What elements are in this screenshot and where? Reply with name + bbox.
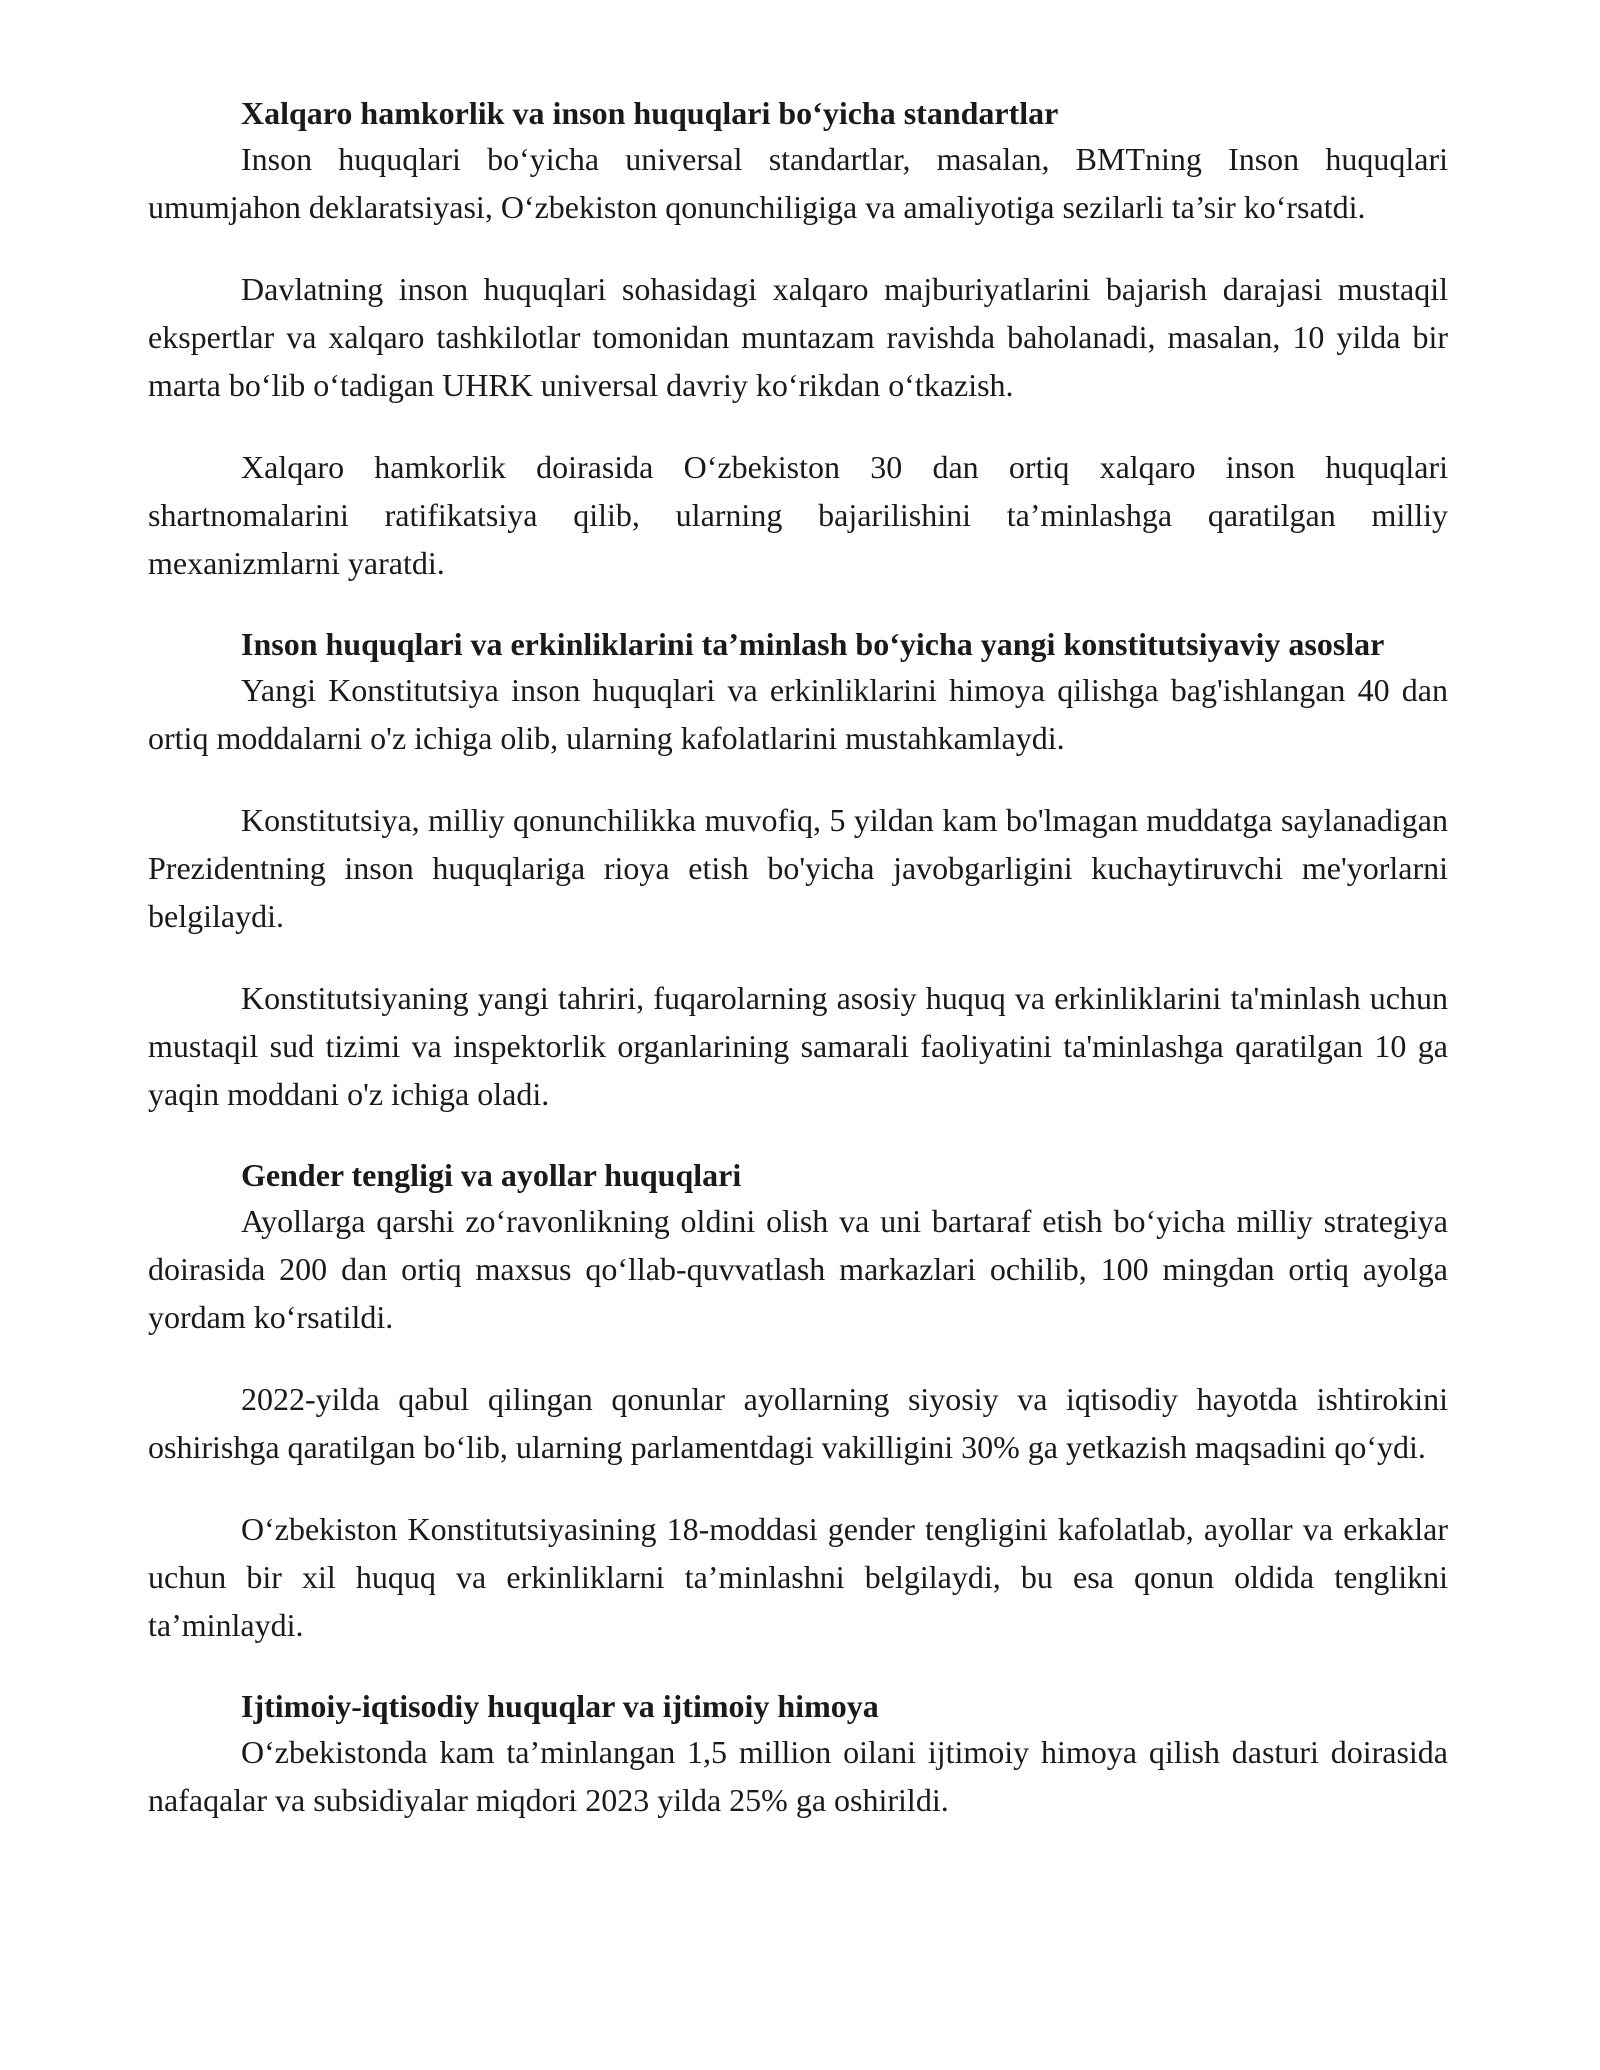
- section-heading: Inson huquqlari va erkinliklarini ta’minlash bo‘yicha yangi konstitutsiyaviy asoslar: [241, 626, 1385, 662]
- paragraph: Ayollarga qarshi zo‘ravonlikning oldini olish va uni bartaraf etish bo‘yicha milliy strategiya doirasida 200 dan ortiq maxsus qo‘llab-quvvatlash markazlari ochilib, 100 mingdan ortiq ayolga yordam ko‘rsatildi.: [148, 1203, 1448, 1335]
- section-gender-equality: [148, 1154, 1448, 1649]
- paragraph: O‘zbekistonda kam ta’minlangan 1,5 million oilani ijtimoiy himoya qilish dasturi doirasida nafaqalar va subsidiyalar miqdori 2023 yilda 25% ga oshirildi.: [148, 1734, 1448, 1818]
- paragraph: 2022-yilda qabul qilingan qonunlar ayollarning siyosiy va iqtisodiy hayotda ishtirokini oshirishga qaratilgan bo‘lib, ularning parlamentdagi vakilligini 30% ga yetkazish maqsadini qo‘ydi.: [148, 1381, 1448, 1465]
- section-social-economic-rights: [148, 1685, 1448, 1824]
- paragraph: Konstitutsiyaning yangi tahriri, fuqarolarning asosiy huquq va erkinliklarini ta'minlash uchun mustaqil sud tizimi va inspektorlik organlarining samarali faoliyatini ta'minlashga qaratilgan 10 ga yaqin moddani o'z ichiga oladi.: [148, 980, 1448, 1112]
- section-heading: Xalqaro hamkorlik va inson huquqlari bo‘yicha standartlar: [241, 95, 1059, 131]
- paragraph: O‘zbekiston Konstitutsiyasining 18-moddasi gender tengligini kafolatlab, ayollar va erkaklar uchun bir xil huquq va erkinliklarni ta’minlashni belgilaydi, bu esa qonun oldida tenglikni ta’minlaydi.: [148, 1511, 1448, 1643]
- paragraph: Inson huquqlari bo‘yicha universal standartlar, masalan, BMTning Inson huquqlari umumjahon deklaratsiyasi, O‘zbekiston qonunchiligiga va amaliyotiga sezilarli ta’sir ko‘rsatdi.: [148, 141, 1448, 225]
- paragraph: Xalqaro hamkorlik doirasida O‘zbekiston 30 dan ortiq xalqaro inson huquqlari shartnomalarini ratifikatsiya qilib, ularning bajarilishini ta’minlashga qaratilgan milliy mexanizmlarni yaratdi.: [148, 449, 1448, 581]
- paragraph: Davlatning inson huquqlari sohasidagi xalqaro majburiyatlarini bajarish darajasi mustaqil ekspertlar va xalqaro tashkilotlar tomonidan muntazam ravishda baholanadi, masalan, 10 yilda bir marta bo‘lib o‘tadigan UHRK universal davriy ko‘rikdan o‘tkazish.: [148, 271, 1448, 403]
- paragraph: Yangi Konstitutsiya inson huquqlari va erkinliklarini himoya qilishga bag'ishlangan 40 dan ortiq moddalarni o'z ichiga olib, ularning kafolatlarini mustahkamlaydi.: [148, 672, 1448, 756]
- section-constitutional-foundations: [148, 623, 1448, 1118]
- section-heading: Ijtimoiy-iqtisodiy huquqlar va ijtimoiy himoya: [241, 1688, 879, 1724]
- document-page: [148, 92, 1448, 1824]
- section-international-cooperation: [148, 92, 1448, 587]
- paragraph: Konstitutsiya, milliy qonunchilikka muvofiq, 5 yildan kam bo'lmagan muddatga saylanadigan Prezidentning inson huquqlariga rioya etish bo'yicha javobgarligini kuchaytiruvchi me'yorlarni belgilaydi.: [148, 802, 1448, 934]
- section-heading: Gender tengligi va ayollar huquqlari: [241, 1157, 742, 1193]
